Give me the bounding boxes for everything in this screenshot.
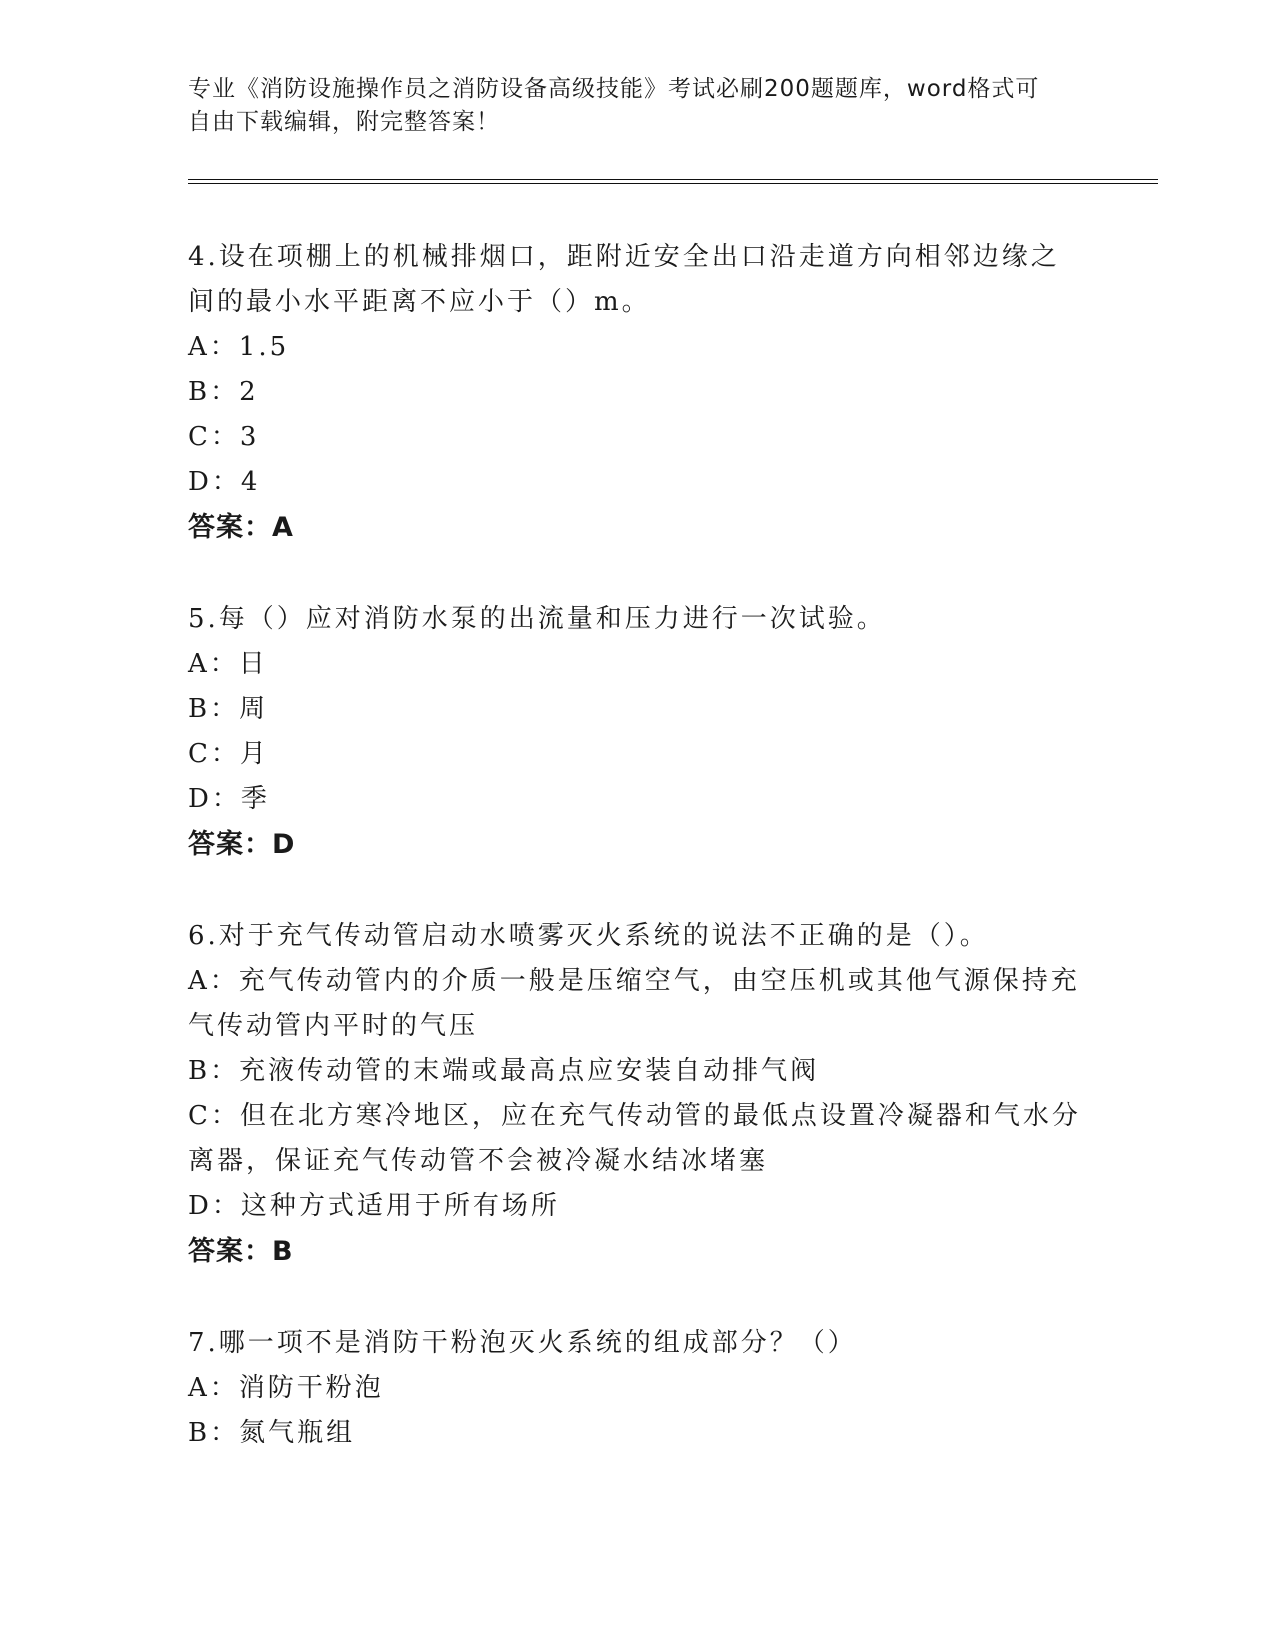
question-stem: 5.每（）应对消防水泵的出流量和压力进行一次试验。 [188,604,886,634]
option-a: A：充气传动管内的介质一般是压缩空气，由空压机或其他气源保持充气传动管内平时的气压 [188,966,1080,1041]
option-c: C：月 [188,739,269,769]
question-7 [188,1321,1088,1456]
option-a: A：日 [188,649,268,679]
option-b: B：2 [188,377,259,407]
header-divider-top [188,179,1158,180]
question-stem: 4.设在项棚上的机械排烟口，距附近安全出口沿走道方向相邻边缘之间的最小水平距离不应小于（）m。 [188,242,1060,317]
question-4 [188,235,1088,551]
option-d: D：4 [188,467,261,497]
question-stem: 7.哪一项不是消防干粉泡灭火系统的组成部分？（） [188,1328,857,1358]
question-list [188,235,1088,1502]
option-a: A：消防干粉泡 [188,1373,384,1403]
question-5 [188,597,1088,868]
option-d: D：这种方式适用于所有场所 [188,1191,560,1221]
option-c: C：3 [188,422,260,452]
document-header [188,73,1068,139]
option-d: D：季 [188,784,270,814]
option-b: B：氮气瓶组 [188,1418,356,1448]
answer-label: 答案：D [188,829,296,860]
option-b: B：充液传动管的末端或最高点应安装自动排气阀 [188,1056,820,1086]
question-6 [188,914,1088,1275]
option-c: C：但在北方寒冷地区，应在充气传动管的最低点设置冷凝器和气水分离器，保证充气传动管不会被冷凝水结冰堵塞 [188,1101,1081,1176]
answer-label: 答案：B [188,1236,294,1267]
header-line-2: 自由下载编辑，附完整答案！ [188,109,500,135]
header-line-1: 专业《消防设施操作员之消防设备高级技能》考试必刷200题题库，word格式可 [188,76,1040,102]
option-a: A：1.5 [188,332,290,362]
header-divider-bottom [188,183,1158,184]
option-b: B：周 [188,694,269,724]
answer-label: 答案：A [188,512,294,543]
question-stem: 6.对于充气传动管启动水喷雾灭火系统的说法不正确的是（）。 [188,921,989,951]
